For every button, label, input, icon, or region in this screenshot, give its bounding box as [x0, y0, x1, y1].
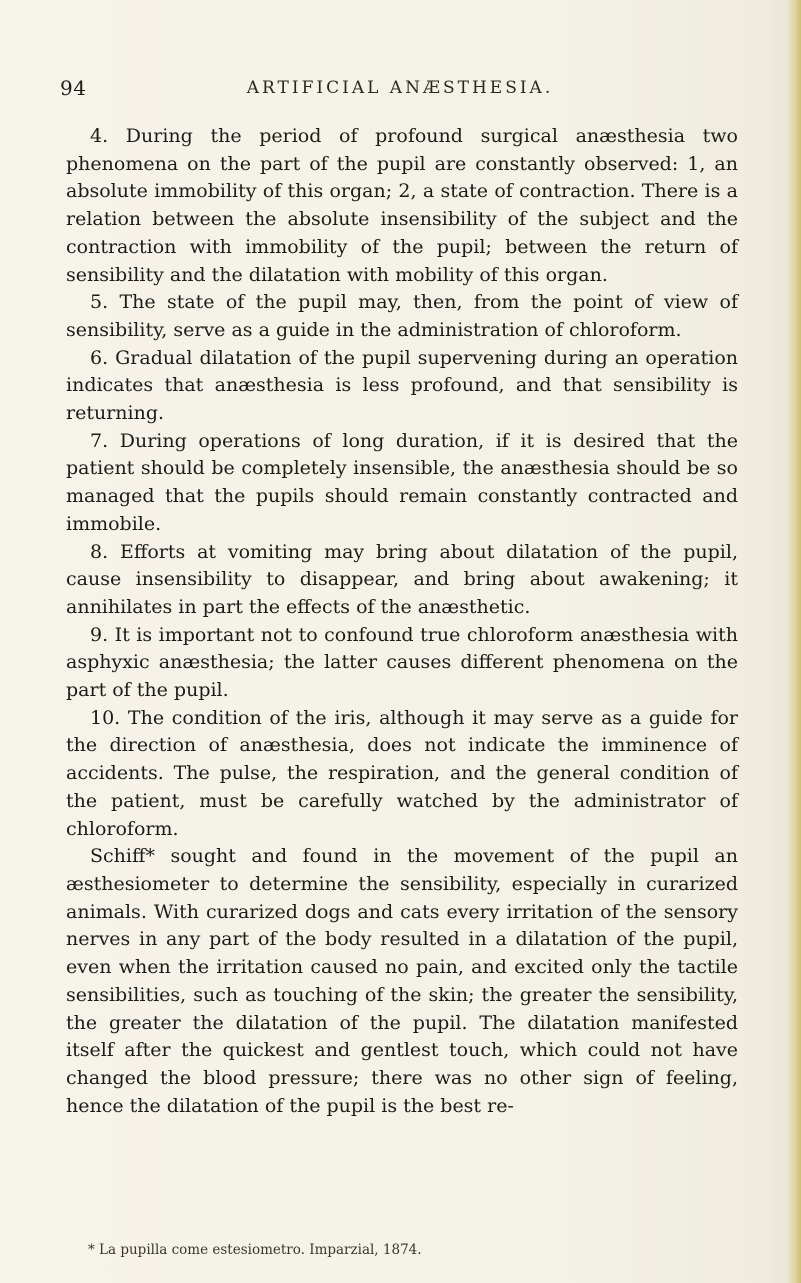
paragraph-schiff: Schiff* sought and found in the movement of the pupil an æsthesiometer to determine the sensibility, especially in curarized animals. With curarized dogs and cats every irritation of the sensory nerves in any part of the body resulted in a dilatation of the pupil, even when the irritation caused no pain, and excited only the tactile sensibilities, such as touching of the skin; the greater the sensibility, the greater the dilatation of the pupil. The dilatation manifested itself after the quickest and gentlest touch, which could not have changed the blood pressure; there was no other sign of feeling, hence the dilatation of the pupil is the best re-: [66, 845, 738, 1117]
paragraph-6: 6. Gradual dilatation of the pupil supervening during an operation indicates that anæsthesia is less profound, and that sensibility is returning.: [66, 346, 738, 425]
page-number: 94: [60, 76, 87, 100]
paragraph-10: 10. The condition of the iris, although it may serve as a guide for the direction of anæsthesia, does not indicate the imminence of accidents. The pulse, the respiration, and the general condition of the patient, must be carefully watched by the administrator of chloroform.: [66, 706, 738, 840]
footnote: * La pupilla come estesiometro. Imparzial, 1874.: [88, 1242, 422, 1258]
running-head: ARTIFICIAL ANÆSTHESIA.: [246, 78, 554, 98]
paragraph-7: 7. During operations of long duration, if it is desired that the patient should be completely insensible, the anæsthesia should be so managed that the pupils should remain constantly contracted and immobile.: [66, 429, 738, 535]
paragraph-5: 5. The state of the pupil may, then, from the point of view of sensibility, serve as a guide in the administration of chloroform.: [66, 291, 738, 341]
page-header: [60, 76, 740, 106]
paragraph-9: 9. It is important not to confound true chloroform anæsthesia with asphyxic anæsthesia; the latter causes different phenomena on the part of the pupil.: [66, 623, 738, 702]
page-edge-shadow: [787, 0, 801, 1283]
paragraph-8: 8. Efforts at vomiting may bring about dilatation of the pupil, cause insensibility to disappear, and bring about awakening; it annihilates in part the effects of the anæsthetic.: [66, 540, 738, 618]
body-text: [66, 123, 738, 1120]
paragraph-4: 4. During the period of profound surgical anæsthesia two phenomena on the part of the pupil are constantly observed: 1, an absolute immobility of this organ; 2, a state of contraction. There is a relation between the absolute insensibility of the subject and the contraction with immobility of the pupil; between the return of sensibility and the dilatation with mobility of this organ.: [66, 125, 738, 286]
